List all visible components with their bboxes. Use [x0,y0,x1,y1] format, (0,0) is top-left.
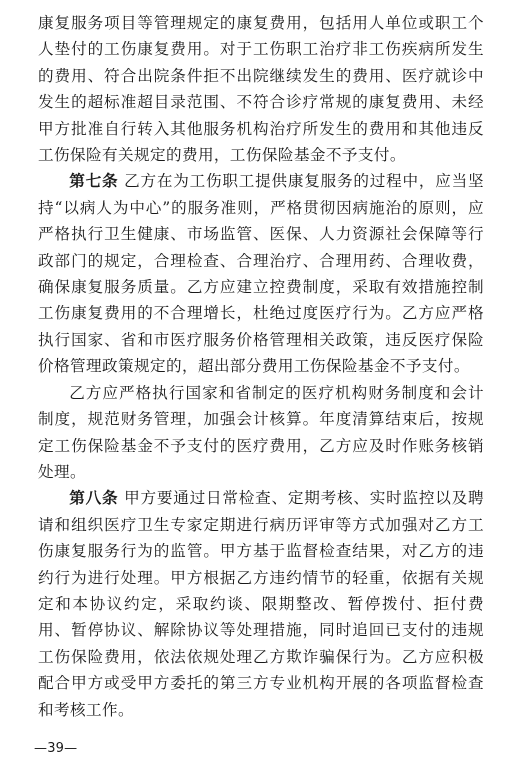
article-label: 第八条 [69,489,119,508]
paragraph-continuation [38,10,484,168]
paragraph-text: 甲方要通过日常检查、定期考核、实时监控以及聘请和组织医疗卫生专家定期进行病历评审等方式加强对乙方工伤康复服务行为的监管。甲方基于监督检查结果，对乙方的违约行为进行处理。甲方根据乙方违约情节的轻重，依据有关规定和本协议约定，采取约谈、限期整改、暂停拨付、拒付费用、暂停协议、解除协议等处理措施，同时追回已支付的违规工伤保险费用，依法依规处理乙方欺诈骗保行为。乙方应积极配合甲方或受甲方委托的第三方专业机构开展的各项监督检查和考核工作。 [38,489,484,719]
document-page [38,10,484,723]
paragraph-article-7 [38,168,484,379]
paragraph-text: 乙方应严格执行国家和省制定的医疗机构财务制度和会计制度，规范财务管理，加强会计核算。年度清算结束后，按规定工伤保险基金不予支付的医疗费用，乙方应及时作账务核销处理。 [38,383,484,481]
paragraph-financial [38,380,484,486]
paragraph-text: 乙方在为工伤职工提供康复服务的过程中，应当坚持“以病人为中心”的服务准则，严格贯彻因病施治的原则，应严格执行卫生健康、市场监管、医保、人力资源社会保障等行政部门的规定，合理检查、合理治疗、合理用药、合理收费，确保康复服务质量。乙方应建立控费制度，采取有效措施控制工伤康复费用的不合理增长，杜绝过度医疗行为。乙方应严格执行国家、省和市医疗服务价格管理相关政策，违反医疗保险价格管理政策规定的，超出部分费用工伤保险基金不予支付。 [38,172,484,376]
article-label: 第七条 [69,172,119,191]
page-number: —39— [34,741,78,756]
paragraph-text: 康复服务项目等管理规定的康复费用，包括用人单位或职工个人垫付的工伤康复费用。对于工伤职工治疗非工伤疾病所发生的费用、符合出院条件拒不出院继续发生的费用、医疗就诊中发生的超标准超目录范围、不符合诊疗常规的康复费用、未经甲方批准自行转入其他服务机构治疗所发生的费用和其他违反工伤保险有关规定的费用，工伤保险基金不予支付。 [38,14,484,165]
paragraph-article-8 [38,485,484,723]
